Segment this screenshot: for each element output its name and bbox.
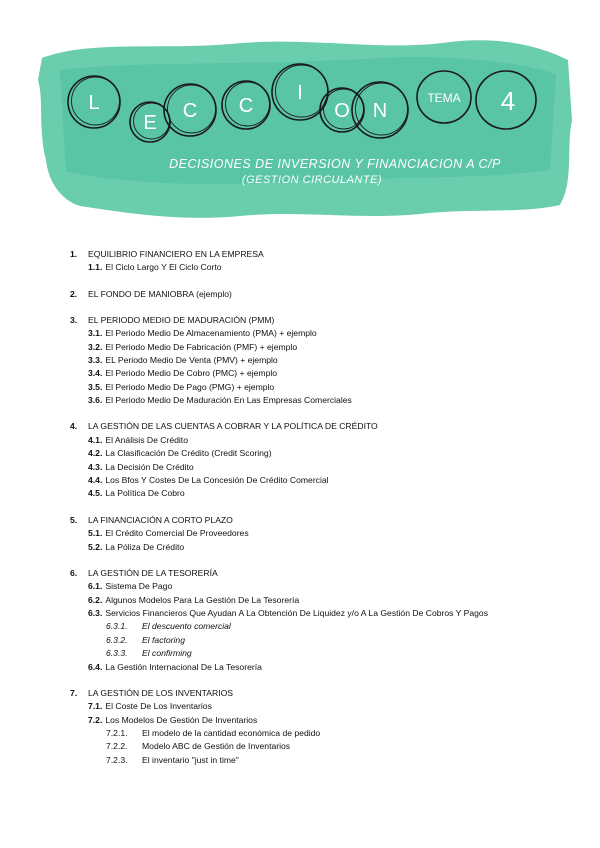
toc-item-number: 6.2. (88, 594, 103, 605)
toc-item-title: El Coste De Los Inventarios (105, 701, 212, 712)
toc-number: 2. (70, 288, 78, 299)
toc-section (70, 420, 570, 500)
toc-section (70, 288, 570, 301)
toc-item (70, 461, 570, 474)
toc-item-number: 3.4. (88, 368, 103, 379)
toc-item-number: 6.3. (88, 607, 103, 618)
toc-item (70, 700, 570, 713)
toc-subitem-number: 6.3.1. (106, 621, 128, 632)
toc-item-title: La Clasificación De Crédito (Credit Scoring) (105, 448, 272, 459)
toc-subitem (70, 634, 570, 647)
toc-heading (70, 288, 570, 301)
toc-item (70, 527, 570, 540)
toc-heading (70, 514, 570, 527)
toc-item-title: El Periodo Medio De Almacenamiento (PMA) + ejemplo (105, 328, 317, 339)
toc-item-number: 3.6. (88, 395, 103, 406)
toc-title: LA GESTIÓN DE LAS CUENTAS A COBRAR Y LA POLÍTICA DE CRÉDITO (88, 421, 378, 432)
toc-item-number: 4.2. (88, 448, 103, 459)
toc-item-title: Sistema De Pago (105, 581, 173, 592)
toc-item-title: El Análisis De Crédito (105, 434, 188, 445)
toc-item-number: 7.2. (88, 714, 103, 725)
toc-item-number: 3.1. (88, 328, 103, 339)
toc-number: 3. (70, 314, 78, 325)
toc-item-title: Servicios Financieros Que Ayudan A La Obtención De Liquidez y/o A La Gestión De Cobros Y Pagos (105, 607, 489, 618)
header-banner (0, 0, 600, 240)
title-letter: I (297, 82, 303, 104)
toc-item-title: Los Bfos Y Costes De La Concesión De Crédito Comercial (105, 475, 329, 486)
toc-subitem-title: El confirming (142, 648, 192, 659)
toc-item-number: 7.1. (88, 701, 103, 712)
toc-item (70, 541, 570, 554)
toc-item (70, 354, 570, 367)
toc-item-number: 4.5. (88, 488, 103, 499)
toc-item (70, 261, 570, 274)
toc-subitem-number: 7.2.2. (106, 741, 128, 752)
toc-section (70, 687, 570, 767)
toc-item-number: 3.3. (88, 355, 103, 366)
toc-item-title: El Periodo Medio De Maduración En Las Empresas Comerciales (105, 395, 352, 406)
toc-item (70, 661, 570, 674)
toc-number: 6. (70, 567, 78, 578)
title-letter: L (88, 92, 100, 114)
toc-subitem (70, 647, 570, 660)
toc-title: EQUILIBRIO FINANCIERO EN LA EMPRESA (88, 249, 264, 259)
toc-item (70, 487, 570, 500)
toc-item-number: 4.4. (88, 475, 103, 486)
toc-item-title: El Periodo Medio De Fabricación (PMF) + ejemplo (105, 341, 298, 352)
toc-heading (70, 567, 570, 580)
toc-subitem (70, 754, 570, 767)
toc-item (70, 474, 570, 487)
toc-item-title: El Ciclo Largo Y El Ciclo Corto (105, 262, 222, 273)
toc-subitem-number: 7.2.1. (106, 727, 128, 738)
toc-subitem-number: 6.3.3. (106, 648, 128, 659)
toc-item-title: La Póliza De Crédito (105, 541, 185, 552)
toc-item (70, 327, 570, 340)
toc-item (70, 447, 570, 460)
toc-heading (70, 314, 570, 327)
toc-heading (70, 420, 570, 433)
toc-heading (70, 248, 570, 261)
subtitle: DECISIONES DE INVERSION Y FINANCIACION A C/P (169, 157, 501, 171)
toc-item (70, 580, 570, 593)
toc-subitem (70, 740, 570, 753)
toc-section (70, 248, 570, 275)
title-letter: E (143, 112, 157, 134)
toc-item-number: 6.4. (88, 661, 103, 672)
title-letter: O (334, 100, 350, 122)
toc-subitem-title: El inventario "just in time" (142, 754, 239, 765)
toc-item-title: La Decisión De Crédito (105, 461, 194, 472)
toc-item-number: 4.3. (88, 461, 103, 472)
toc-subitem-title: El factoring (142, 634, 185, 645)
toc-item (70, 341, 570, 354)
tema-label: TEMA (427, 91, 461, 105)
toc-item-title: Algunos Modelos Para La Gestión De La Tesorería (105, 594, 300, 605)
toc-title: LA GESTIÓN DE LA TESORERÍA (88, 567, 218, 578)
toc-item-title: EL Periodo Medio De Venta (PMV) + ejemplo (105, 355, 278, 366)
toc-item (70, 714, 570, 727)
toc-item-number: 5.1. (88, 528, 103, 539)
toc-title: EL PERIODO MEDIO DE MADURACIÓN (PMM) (88, 314, 275, 325)
toc-number: 1. (70, 249, 78, 259)
toc-item (70, 381, 570, 394)
toc-heading (70, 687, 570, 700)
toc-item-number: 3.2. (88, 341, 103, 352)
toc-item-number: 1.1. (88, 262, 103, 273)
tema-number: 4 (500, 86, 516, 116)
toc-item-title: La Política De Cobro (105, 488, 185, 499)
toc-subitem (70, 727, 570, 740)
toc-item (70, 607, 570, 620)
toc-subitem-title: El modelo de la cantidad económica de pedido (142, 727, 321, 738)
toc-item-title: El Periodo Medio De Pago (PMG) + ejemplo (105, 381, 275, 392)
title-letter: C (238, 95, 254, 117)
toc-number: 7. (70, 687, 78, 698)
toc-item-number: 4.1. (88, 434, 103, 445)
toc-item-title: El Crédito Comercial De Proveedores (105, 528, 249, 539)
title-letter: C (182, 100, 198, 122)
toc-subitem-number: 6.3.2. (106, 634, 128, 645)
toc-section (70, 514, 570, 554)
toc-item-title: El Periodo Medio De Cobro (PMC) + ejemplo (105, 368, 278, 379)
toc-subitem (70, 620, 570, 633)
title-letter: N (372, 100, 388, 122)
table-of-contents (70, 248, 570, 780)
toc-number: 4. (70, 421, 78, 432)
toc-section (70, 567, 570, 674)
toc-title: EL FONDO DE MANIOBRA (ejemplo) (88, 288, 232, 299)
toc-item-number: 6.1. (88, 581, 103, 592)
toc-item (70, 367, 570, 380)
toc-item-number: 3.5. (88, 381, 103, 392)
toc-item-title: Los Modelos De Gestión De Inventarios (105, 714, 258, 725)
toc-item (70, 594, 570, 607)
toc-section (70, 314, 570, 408)
toc-subitem-title: Modelo ABC de Gestión de Inventarios (142, 741, 291, 752)
toc-item (70, 394, 570, 407)
toc-number: 5. (70, 514, 78, 525)
toc-item-title: La Gestión Internacional De La Tesorería (105, 661, 262, 672)
toc-item (70, 434, 570, 447)
toc-item-number: 5.2. (88, 541, 103, 552)
toc-subitem-number: 7.2.3. (106, 754, 128, 765)
toc-title: LA FINANCIACIÓN A CORTO PLAZO (88, 514, 233, 525)
subtitle-2: (GESTION CIRCULANTE) (241, 174, 383, 186)
toc-subitem-title: El descuento comercial (142, 621, 231, 632)
toc-title: LA GESTIÓN DE LOS INVENTARIOS (88, 687, 234, 698)
